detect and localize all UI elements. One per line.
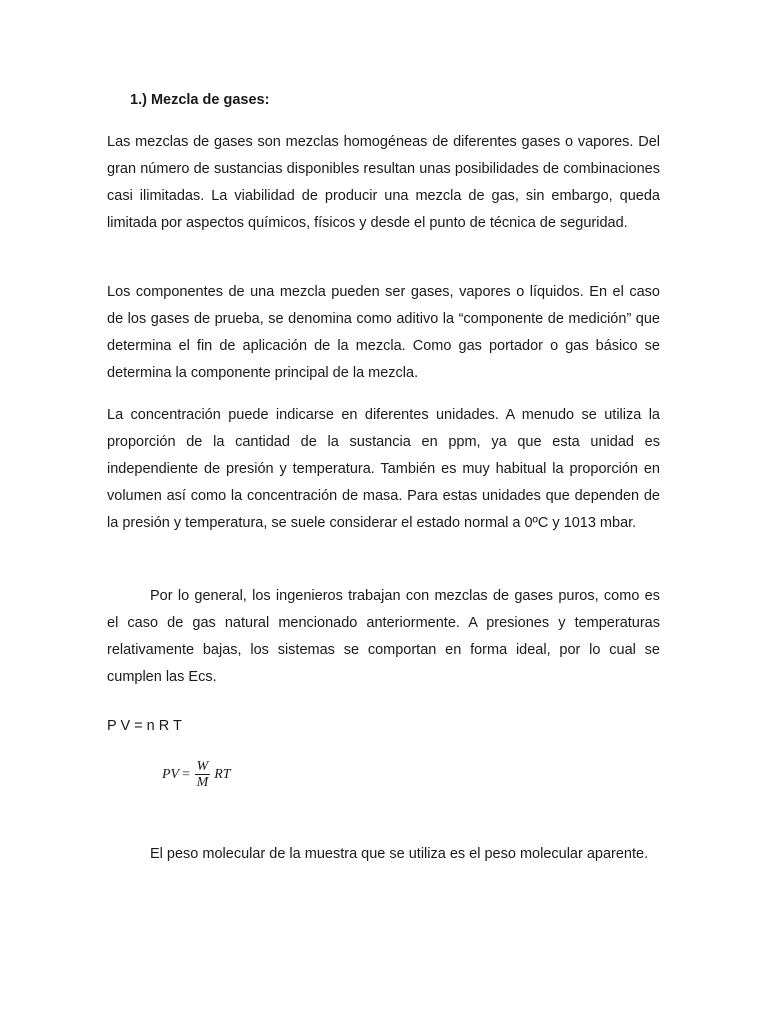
paragraph-mixture-components: Los componentes de una mezcla pueden ser gases, vapores o líquidos. En el caso de los gases de prueba, se denomina como aditivo la “componente de medición” que determina el fin de aplicación de la mezcla. Como gas portador o gas básico se determina la componente principal de la mezcla. [107, 284, 660, 381]
equation-rhs: RT [214, 767, 231, 782]
fraction-denominator: M [196, 775, 209, 790]
equation-lhs: PV [162, 767, 180, 782]
equation-equals: = [181, 767, 191, 782]
paragraph-molecular-weight: El peso molecular de la muestra que se utiliza es el peso molecular aparente. [150, 846, 649, 862]
ideal-gas-mass-equation [162, 759, 231, 791]
paragraph-concentration: La concentración puede indicarse en diferentes unidades. A menudo se utiliza la proporción de la cantidad de la sustancia en ppm, ya que esta unidad es independiente de presión y temperatura. También es muy habitual la proporción en volumen así como la concentración de masa. Para estas unidades que dependen de la presión y temperatura, se suele considerar el estado normal a 0ºC y 1013 mbar. [107, 407, 660, 531]
section-heading: 1.) Mezcla de gases: [130, 92, 270, 108]
paragraph-gas-mixtures: Las mezclas de gases son mezclas homogéneas de diferentes gases o vapores. Del gran número de sustancias disponibles resultan unas posibilidades de combinaciones casi ilimitadas. La viabilidad de producir una mezcla de gas, sin embargo, queda limitada por aspectos químicos, físicos y desde el punto de técnica de seguridad. [107, 134, 660, 231]
equation-fraction [195, 759, 211, 791]
ideal-gas-equation: P V = n R T [107, 718, 182, 734]
paragraph-ideal-behavior: Por lo general, los ingenieros trabajan con mezclas de gases puros, como es el caso de gas natural mencionado anteriormente. A presiones y temperaturas relativamente bajas, los sistemas se comportan en forma ideal, por lo cual se cumplen las Ecs. [107, 588, 660, 685]
fraction-numerator: W [196, 759, 209, 774]
